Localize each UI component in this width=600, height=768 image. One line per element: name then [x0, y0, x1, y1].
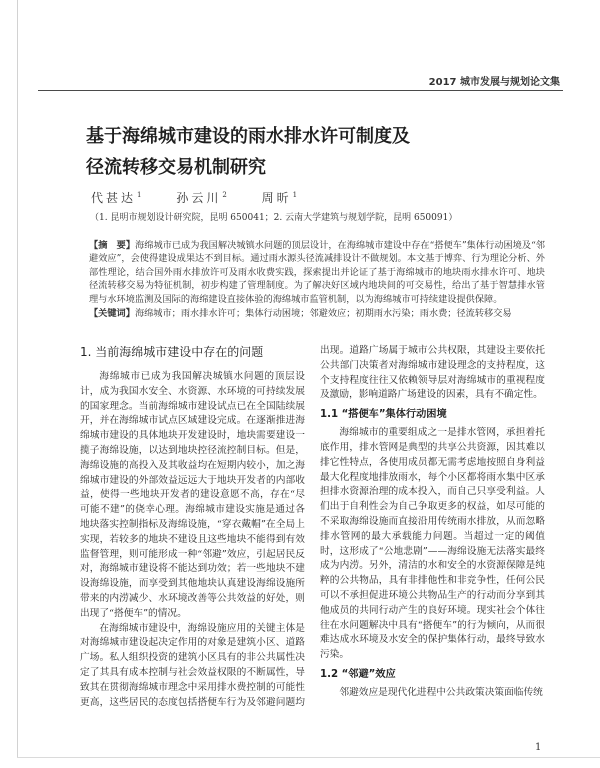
- paper-title: [86, 121, 556, 183]
- body-paragraph: 海绵城市的重要组成之一是排水管网，承担着托底作用，排水管网是典型的共享公共资源，因其难以排它性特点，各使用成员都无需考虑地按照自身利益最大化程度地排放雨水，每个小区都将雨水集中区承担排水资源治理的成本投入，而自己只享受利益。人们出于自利性会为自己争取更多的权益，如尽可能的不采取海绵设施而直接沿用传统雨水排放，从而忽略排水管网的最大承载能力问题。当超过一定的阈值时，这形成了“公地悲剧”——海绵设施无法落实最终成为内涝。另外，清洁的水和安全的水资源保障是纯粹的公共物品，具有非排他性和非竞争性，任何公民可以不承担促进环境公共物品生产的行动而分享到其他成员的共同行动产生的良好环境。现实社会个体往往在水问题解决中具有“搭便车”的行为倾向，从而很难达成水环境及水安全的保护集体行动，最终导致水污染。: [320, 427, 545, 661]
- author-list: [91, 190, 325, 208]
- abstract: [89, 239, 545, 306]
- page-number: 1: [535, 742, 542, 753]
- author-name: 孙云川: [176, 191, 222, 205]
- header-rule: [38, 90, 563, 91]
- abstract-label: 【摘 要】: [89, 240, 136, 251]
- front-matter: [89, 239, 545, 320]
- abstract-text: 海绵城市已成为我国解决城镇水问题的顶层设计，在海绵城市建设中存在“搭便车”集体行动困境及“邻避效应”，会使得建设成果达不到目标。通过雨水源头径流减排设计不做规划。本文基于博弈、行为理论分析、外部性理论，结合国外雨水排放许可及雨水收费实践，探索提出并论证了基于海绵城市的地块雨水排水许可、地块径流转移交易为特征机制，初步构建了管理制度。为了解决好区域内地块间的可交易性，给出了基于智慧排水管理与水环境监测及国际的海绵建设直接体验的海绵城市监管机制，以为海绵城市可持续建设提供保障。: [89, 240, 545, 305]
- body-paragraph: 邻避效应是现代化进程中公共政策决策面临传统: [339, 686, 543, 698]
- section-heading: 1. 当前海绵城市建设中存在的问题: [80, 345, 264, 359]
- body-paragraph: 在海绵城市建设中，海绵设施应用的关键主体是对海绵城市建设起决定作用的对象是建筑小区、道路广场。私人组织投资的建筑小区具有的非公共属性决定了其具有成本控制与社会效益权限的不断属性，导致其在贯彻海绵城市理念中采用排水费控制的可能性更高，这些居民的态度包括搭便车行为及邻避问题均出现。道路广场属于城市公共权限，其建设主要依托公共部门决策者对海绵城市建设理念的支持程度，这个支持程度往往又依赖领导层对海绵城市的重视程度及激励，影响道路广场建设的因素，具有不确定性。: [80, 345, 545, 708]
- author-name: 周昕: [261, 191, 292, 205]
- author-1: [91, 190, 141, 208]
- author-affiliation-mark: 2: [222, 191, 227, 199]
- author-affiliation-mark: 1: [137, 191, 142, 199]
- author-affiliation: （1. 昆明市规划设计研究院，昆明 650041；2. 云南大学建筑与规划学院，昆明 650091）: [90, 213, 458, 223]
- title-line-2: 径流转移交易机制研究: [86, 157, 266, 178]
- keywords: [89, 307, 545, 320]
- subsection-heading: 1.2 “邻避”效应: [320, 668, 396, 680]
- title-line-1: 基于海绵城市建设的雨水排水许可制度及: [86, 126, 410, 147]
- author-name: 代甚达: [91, 191, 137, 205]
- scan-edge-left: [17, 0, 18, 758]
- keywords-text: 海绵城市；雨水排水许可；集体行动困境；邻避效应；初期雨水污染；雨水费；径流转移交易: [134, 308, 512, 320]
- body-paragraph: 海绵城市已成为我国解决城镇水问题的顶层设计，成为我国水安全、水资源、水环境的可持续发展的国家理念。当前海绵城市建设试点已在全国陆续展开，并在海绵城市试点区域建设完成。在逐渐推进海绵城市建设的具体地块开发建设时，地块需要建设一揽子海绵设施，以达到地块控径流控制目标。但是，海绵设施的高投入及其收益均在短期内较小，加之海绵城市建设的外部效益远远大于地块开发者的内部收益，使得一些地块开发者的建设意愿不高，存在“尽可能不建”的侥幸心理。海绵城市建设实施是通过各地块落实控制指标及海绵设施，“穿衣戴帽”在全局上实现，若较多的地块不建设且这些地块不能得到有效监督管理，则可能形成一种“邻避”效应，引起居民反对，海绵城市建设将不能达到功效；若一些地块不建设海绵设施，而享受到其他地块认真建设海绵设施所带来的内涝减少、水环境改善等公共效益的好处，则出现了“搭便车”的情况。: [80, 371, 305, 619]
- keywords-label: 【关键词】: [89, 308, 135, 320]
- scan-edge-bottom: [17, 757, 600, 758]
- body-text: [80, 344, 545, 710]
- author-affiliation-mark: 1: [292, 191, 298, 199]
- author-3: [262, 190, 297, 208]
- subsection-heading: 1.1 “搭便车”集体行动困境: [320, 409, 447, 421]
- author-2: [176, 190, 226, 208]
- running-header: 2017 城市发展与规划论文集: [428, 77, 560, 88]
